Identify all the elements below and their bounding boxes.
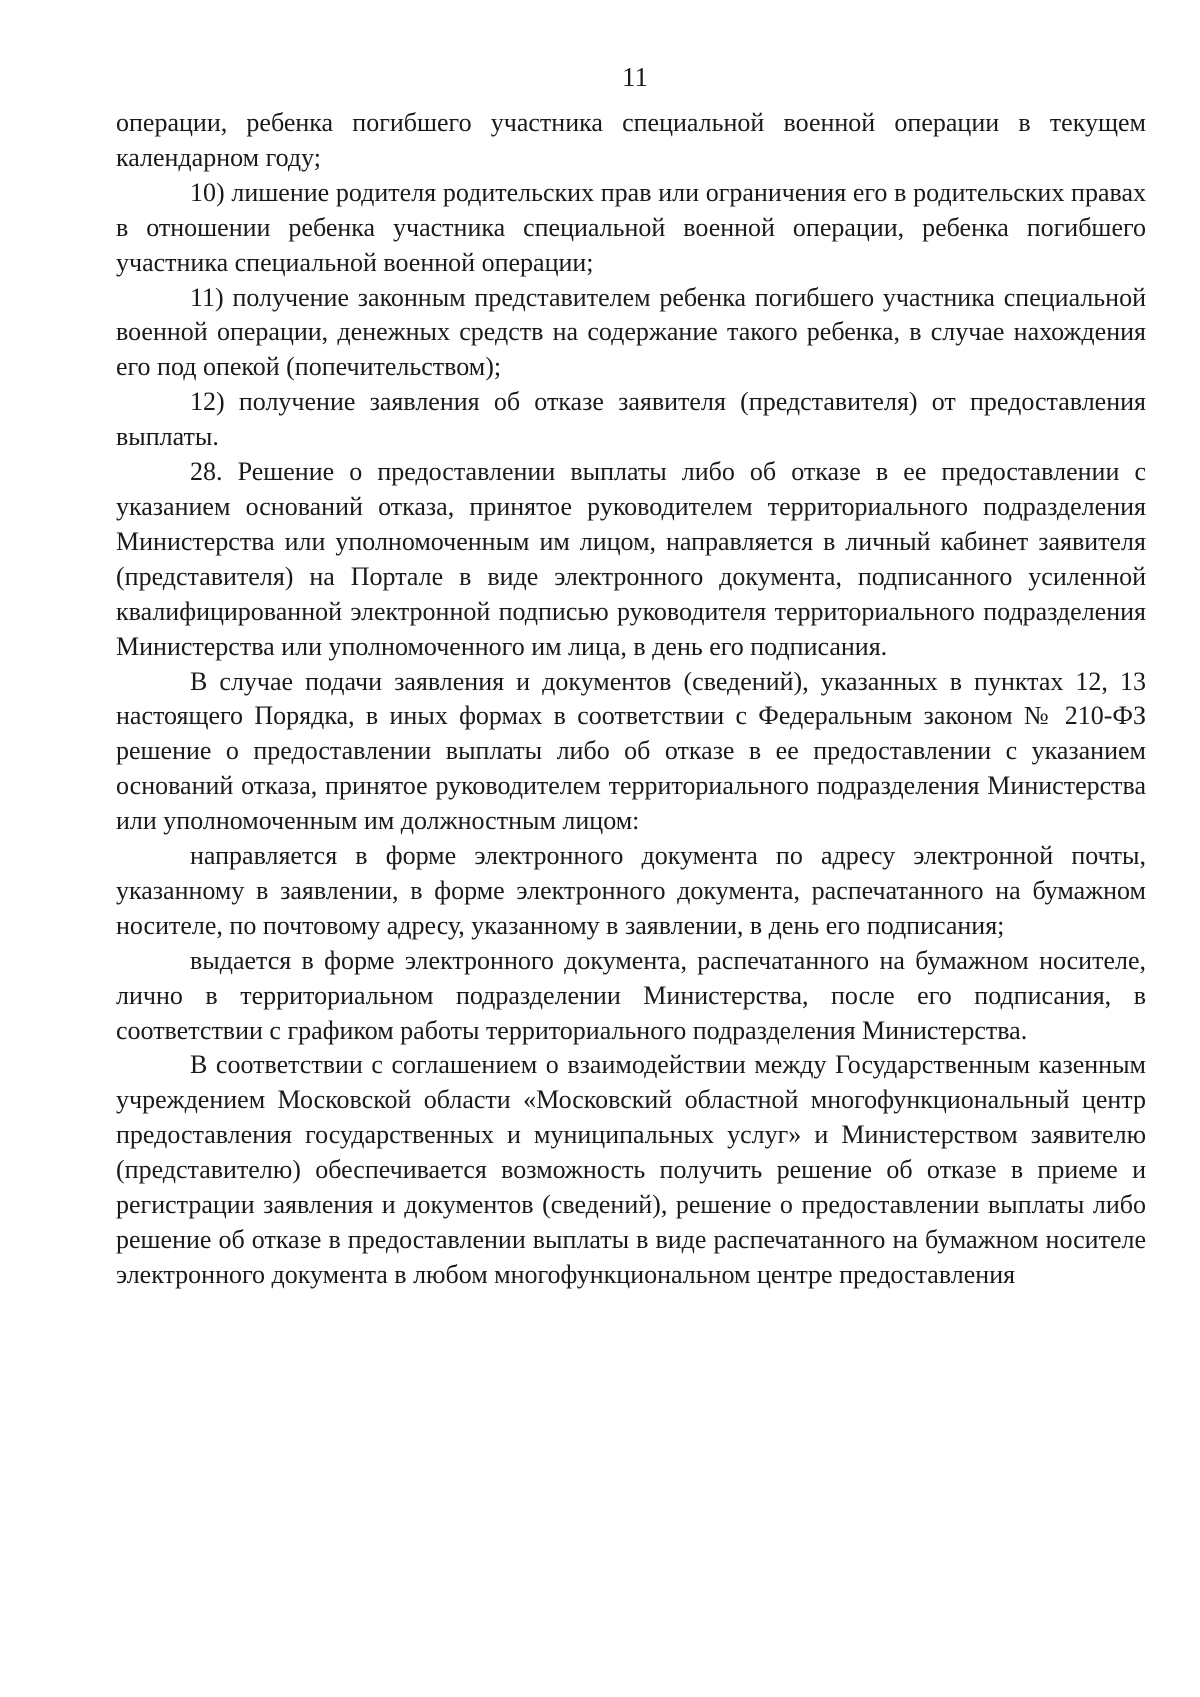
paragraph-sent-by-email: направляется в форме электронного документа по адресу электронной почты, указанному в заявлении, в форме электронного документа, распечатанного на бумажном носителе, по почтовому адресу, указанному в заявлении, в день его подписания;	[116, 841, 1146, 940]
paragraph-item-12: 12) получение заявления об отказе заявителя (представителя) от предоставления выплаты.	[116, 387, 1146, 452]
paragraph-mfc-agreement: В соответствии с соглашением о взаимодействии между Государственным казенным учреждением Московской области «Московский областной многофункциональный центр предоставления государственных и муниципальных услуг» и Министерством заявителю (представителю) обеспечивается возможность получить решение об отказе в приеме и регистрации заявления и документов (сведений), решение о предоставлении выплаты либо решение об отказе в предоставлении выплаты в виде распечатанного на бумажном носителе электронного документа в любом многофункциональном центре предоставления	[116, 1050, 1146, 1289]
paragraph-issued-in-person: выдается в форме электронного документа, распечатанного на бумажном носителе, лично в территориальном подразделении Министерства, после его подписания, в соответствии с графиком работы территориального подразделения Министерства.	[116, 945, 1146, 1045]
document-body	[116, 106, 1146, 1293]
paragraph-continuation: операции, ребенка погибшего участника специальной военной операции в текущем календарном году;	[116, 108, 1146, 172]
paragraph-item-11: 11) получение законным представителем ребенка погибшего участника специальной военной операции, денежных средств на содержание такого ребенка, в случае нахождения его под опекой (попечительством);	[116, 282, 1146, 382]
page-number: 11	[622, 62, 648, 92]
paragraph-clause-28: 28. Решение о предоставлении выплаты либо об отказе в ее предоставлении с указанием оснований отказа, принятое руководителем территориального подразделения Министерства или уполномоченным им лицом, направляется в личный кабинет заявителя (представителя) на Портале в виде электронного документа, подписанного усиленной квалифицированной электронной подписью руководителя территориального подразделения Министерства или уполномоченного им лица, в день его подписания.	[116, 457, 1146, 661]
paragraph-item-10: 10) лишение родителя родительских прав или ограничения его в родительских правах в отношении ребенка участника специальной военной операции, ребенка погибшего участника специальной военной операции;	[116, 177, 1146, 277]
paragraph-other-forms: В случае подачи заявления и документов (сведений), указанных в пунктах 12, 13 настоящего Порядка, в иных формах в соответствии с Федеральным законом № 210-ФЗ решение о предоставлении выплаты либо об отказе в ее предоставлении с указанием оснований отказа, принятое руководителем территориального подразделения Министерства или уполномоченным им должностным лицом:	[116, 666, 1146, 836]
